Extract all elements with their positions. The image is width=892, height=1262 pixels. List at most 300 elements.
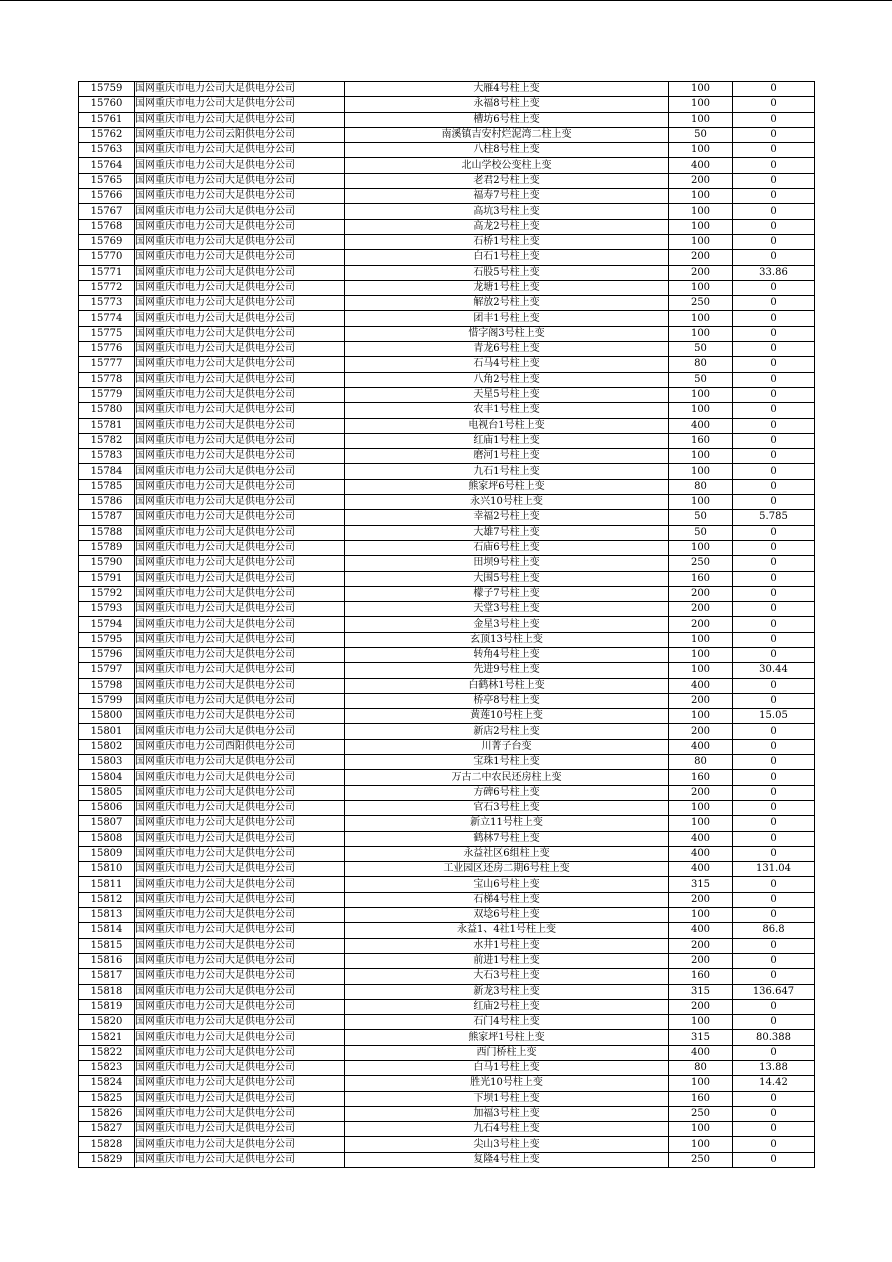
row-number-cell: 15826 [79,1106,135,1121]
table-row [79,586,815,601]
table-row [79,82,815,97]
row-number-cell: 15818 [79,984,135,999]
company-cell: 国网重庆市电力公司大足供电分公司 [135,357,345,372]
table-row [79,969,815,984]
capacity-cell: 200 [669,602,733,617]
capacity-cell: 315 [669,877,733,892]
transformer-name-cell: 团丰1号柱上变 [345,311,669,326]
value-cell: 0 [733,678,815,693]
row-number-cell: 15769 [79,234,135,249]
company-cell: 国网重庆市电力公司大足供电分公司 [135,755,345,770]
row-number-cell: 15775 [79,326,135,341]
row-number-cell: 15779 [79,387,135,402]
transformer-name-cell: 新龙3号柱上变 [345,984,669,999]
transformer-name-cell: 白马1号柱上变 [345,1061,669,1076]
row-number-cell: 15764 [79,158,135,173]
capacity-cell: 100 [669,280,733,295]
row-number-cell: 15796 [79,647,135,662]
company-cell: 国网重庆市电力公司大足供电分公司 [135,877,345,892]
row-number-cell: 15805 [79,785,135,800]
capacity-cell: 100 [669,326,733,341]
table-row [79,831,815,846]
row-number-cell: 15798 [79,678,135,693]
transformer-name-cell: 天堂3号柱上变 [345,602,669,617]
row-number-cell: 15799 [79,693,135,708]
row-number-cell: 15813 [79,908,135,923]
row-number-cell: 15807 [79,816,135,831]
capacity-cell: 50 [669,342,733,357]
table-row [79,449,815,464]
value-cell: 14.42 [733,1076,815,1091]
row-number-cell: 15811 [79,877,135,892]
row-number-cell: 15794 [79,617,135,632]
row-number-cell: 15783 [79,449,135,464]
table-row [79,1015,815,1030]
table-row [79,908,815,923]
table-row [79,800,815,815]
transformer-name-cell: 九石4号柱上变 [345,1122,669,1137]
value-cell: 0 [733,173,815,188]
capacity-cell: 100 [669,1137,733,1152]
transformer-name-cell: 石股5号柱上变 [345,265,669,280]
company-cell: 国网重庆市电力公司大足供电分公司 [135,495,345,510]
company-cell: 国网重庆市电力公司大足供电分公司 [135,250,345,265]
value-cell: 0 [733,418,815,433]
table-row [79,785,815,800]
transformer-name-cell: 红庙1号柱上变 [345,433,669,448]
company-cell: 国网重庆市电力公司大足供电分公司 [135,311,345,326]
company-cell: 国网重庆市电力公司云阳供电分公司 [135,127,345,142]
table-row [79,479,815,494]
table-row [79,464,815,479]
capacity-cell: 200 [669,586,733,601]
table-row [79,372,815,387]
capacity-cell: 100 [669,403,733,418]
row-number-cell: 15781 [79,418,135,433]
capacity-cell: 160 [669,969,733,984]
company-cell: 国网重庆市电力公司大足供电分公司 [135,1137,345,1152]
company-cell: 国网重庆市电力公司大足供电分公司 [135,372,345,387]
company-cell: 国网重庆市电力公司大足供电分公司 [135,173,345,188]
capacity-cell: 200 [669,250,733,265]
table-row [79,571,815,586]
company-cell: 国网重庆市电力公司大足供电分公司 [135,403,345,418]
company-cell: 国网重庆市电力公司大足供电分公司 [135,112,345,127]
table-row [79,1122,815,1137]
transformer-name-cell: 鹤林7号柱上变 [345,831,669,846]
company-cell: 国网重庆市电力公司大足供电分公司 [135,632,345,647]
transformer-name-cell: 方碑6号柱上变 [345,785,669,800]
table-row [79,173,815,188]
capacity-cell: 200 [669,617,733,632]
company-cell: 国网重庆市电力公司大足供电分公司 [135,479,345,494]
row-number-cell: 15785 [79,479,135,494]
table-row [79,495,815,510]
transformer-name-cell: 解放2号柱上变 [345,296,669,311]
company-cell: 国网重庆市电力公司大足供电分公司 [135,678,345,693]
transformer-name-cell: 玄顶13号柱上变 [345,632,669,647]
value-cell: 80.388 [733,1030,815,1045]
table-row [79,1045,815,1060]
value-cell: 0 [733,602,815,617]
table-row [79,219,815,234]
company-cell: 国网重庆市电力公司大足供电分公司 [135,969,345,984]
row-number-cell: 15815 [79,938,135,953]
capacity-cell: 400 [669,862,733,877]
table-row [79,1076,815,1091]
value-cell: 0 [733,785,815,800]
transformer-name-cell: 磨河1号柱上变 [345,449,669,464]
table-row [79,143,815,158]
capacity-cell: 100 [669,219,733,234]
row-number-cell: 15804 [79,770,135,785]
capacity-cell: 100 [669,234,733,249]
company-cell: 国网重庆市电力公司大足供电分公司 [135,617,345,632]
transformer-name-cell: 石马4号柱上变 [345,357,669,372]
transformer-name-cell: 红庙2号柱上变 [345,999,669,1014]
capacity-cell: 400 [669,158,733,173]
value-cell: 0 [733,556,815,571]
value-cell: 0 [733,219,815,234]
row-number-cell: 15828 [79,1137,135,1152]
row-number-cell: 15766 [79,189,135,204]
table-row [79,693,815,708]
row-number-cell: 15822 [79,1045,135,1060]
table-row [79,127,815,142]
capacity-cell: 200 [669,265,733,280]
company-cell: 国网重庆市电力公司大足供电分公司 [135,449,345,464]
table-row [79,1091,815,1106]
capacity-cell: 200 [669,999,733,1014]
row-number-cell: 15812 [79,892,135,907]
transformer-name-cell: 前进1号柱上变 [345,953,669,968]
table-row [79,892,815,907]
transformer-name-cell: 黄莲10号柱上变 [345,709,669,724]
value-cell: 0 [733,770,815,785]
row-number-cell: 15782 [79,433,135,448]
table-row [79,296,815,311]
table-row [79,510,815,525]
table-row [79,342,815,357]
capacity-cell: 100 [669,112,733,127]
capacity-cell: 100 [669,82,733,97]
company-cell: 国网重庆市电力公司大足供电分公司 [135,464,345,479]
transformer-name-cell: 天星5号柱上变 [345,387,669,402]
capacity-cell: 80 [669,755,733,770]
transformer-name-cell: 先进9号柱上变 [345,663,669,678]
transformer-name-cell: 高坑3号柱上变 [345,204,669,219]
value-cell: 0 [733,908,815,923]
row-number-cell: 15774 [79,311,135,326]
table-row [79,602,815,617]
value-cell: 0 [733,1122,815,1137]
company-cell: 国网重庆市电力公司大足供电分公司 [135,602,345,617]
value-cell: 0 [733,586,815,601]
capacity-cell: 250 [669,1106,733,1121]
transformer-name-cell: 万古二中农民还房柱上变 [345,770,669,785]
table-row [79,647,815,662]
company-cell: 国网重庆市电力公司大足供电分公司 [135,1030,345,1045]
value-cell: 0 [733,1045,815,1060]
capacity-cell: 400 [669,831,733,846]
row-number-cell: 15789 [79,540,135,555]
transformer-name-cell: 永益社区6组柱上变 [345,846,669,861]
row-number-cell: 15816 [79,953,135,968]
company-cell: 国网重庆市电力公司大足供电分公司 [135,510,345,525]
row-number-cell: 15825 [79,1091,135,1106]
value-cell: 0 [733,464,815,479]
capacity-cell: 200 [669,693,733,708]
row-number-cell: 15762 [79,127,135,142]
capacity-cell: 250 [669,556,733,571]
company-cell: 国网重庆市电力公司大足供电分公司 [135,831,345,846]
value-cell: 30.44 [733,663,815,678]
transformer-name-cell: 电视台1号柱上变 [345,418,669,433]
value-cell: 0 [733,571,815,586]
company-cell: 国网重庆市电力公司大足供电分公司 [135,1106,345,1121]
table-row [79,403,815,418]
value-cell: 0 [733,540,815,555]
value-cell: 0 [733,1152,815,1167]
company-cell: 国网重庆市电力公司大足供电分公司 [135,923,345,938]
transformer-table [78,81,815,1168]
table-row [79,938,815,953]
transformer-name-cell: 九石1号柱上变 [345,464,669,479]
capacity-cell: 100 [669,709,733,724]
transformer-name-cell: 尖山3号柱上变 [345,1137,669,1152]
row-number-cell: 15790 [79,556,135,571]
table-row [79,953,815,968]
transformer-name-cell: 双埝6号柱上变 [345,908,669,923]
table-row [79,387,815,402]
value-cell: 0 [733,296,815,311]
value-cell: 0 [733,755,815,770]
value-cell: 0 [733,143,815,158]
row-number-cell: 15803 [79,755,135,770]
row-number-cell: 15819 [79,999,135,1014]
transformer-name-cell: 大雄7号柱上变 [345,525,669,540]
capacity-cell: 100 [669,311,733,326]
capacity-cell: 100 [669,1076,733,1091]
row-number-cell: 15806 [79,800,135,815]
row-number-cell: 15810 [79,862,135,877]
transformer-name-cell: 大雁4号柱上变 [345,82,669,97]
table-row [79,617,815,632]
capacity-cell: 200 [669,724,733,739]
value-cell: 0 [733,387,815,402]
table-row [79,280,815,295]
table-row [79,357,815,372]
capacity-cell: 315 [669,984,733,999]
row-number-cell: 15773 [79,296,135,311]
transformer-name-cell: 福寿7号柱上变 [345,189,669,204]
transformer-name-cell: 惜字阁3号柱上变 [345,326,669,341]
transformer-name-cell: 大围5号柱上变 [345,571,669,586]
capacity-cell: 80 [669,1061,733,1076]
value-cell: 0 [733,953,815,968]
capacity-cell: 100 [669,800,733,815]
table-row [79,234,815,249]
table-row [79,540,815,555]
row-number-cell: 15820 [79,1015,135,1030]
row-number-cell: 15829 [79,1152,135,1167]
row-number-cell: 15791 [79,571,135,586]
value-cell: 0 [733,433,815,448]
value-cell: 0 [733,97,815,112]
capacity-cell: 80 [669,357,733,372]
capacity-cell: 200 [669,953,733,968]
capacity-cell: 100 [669,204,733,219]
capacity-cell: 100 [669,189,733,204]
transformer-name-cell: 桥亭8号柱上变 [345,693,669,708]
transformer-name-cell: 官石3号柱上变 [345,800,669,815]
value-cell: 0 [733,82,815,97]
value-cell: 0 [733,816,815,831]
transformer-name-cell: 永兴10号柱上变 [345,495,669,510]
transformer-name-cell: 老君2号柱上变 [345,173,669,188]
value-cell: 0 [733,127,815,142]
value-cell: 0 [733,647,815,662]
transformer-name-cell: 八柱8号柱上变 [345,143,669,158]
transformer-name-cell: 石庙6号柱上变 [345,540,669,555]
capacity-cell: 50 [669,127,733,142]
company-cell: 国网重庆市电力公司大足供电分公司 [135,892,345,907]
table-row [79,739,815,754]
table-body [79,82,815,1168]
value-cell: 0 [733,724,815,739]
row-number-cell: 15778 [79,372,135,387]
company-cell: 国网重庆市电力公司大足供电分公司 [135,938,345,953]
company-cell: 国网重庆市电力公司大足供电分公司 [135,234,345,249]
company-cell: 国网重庆市电力公司大足供电分公司 [135,556,345,571]
table-row [79,709,815,724]
transformer-name-cell: 加福3号柱上变 [345,1106,669,1121]
table-row [79,158,815,173]
transformer-name-cell: 南溪镇吉安村烂泥湾二柱上变 [345,127,669,142]
row-number-cell: 15767 [79,204,135,219]
capacity-cell: 160 [669,571,733,586]
value-cell: 0 [733,280,815,295]
company-cell: 国网重庆市电力公司大足供电分公司 [135,586,345,601]
company-cell: 国网重庆市电力公司大足供电分公司 [135,387,345,402]
value-cell: 0 [733,617,815,632]
value-cell: 0 [733,234,815,249]
value-cell: 0 [733,342,815,357]
capacity-cell: 100 [669,143,733,158]
row-number-cell: 15770 [79,250,135,265]
capacity-cell: 100 [669,495,733,510]
value-cell: 33.86 [733,265,815,280]
capacity-cell: 100 [669,449,733,464]
transformer-name-cell: 胜光10号柱上变 [345,1076,669,1091]
value-cell: 0 [733,357,815,372]
transformer-name-cell: 白石1号柱上变 [345,250,669,265]
row-number-cell: 15801 [79,724,135,739]
value-cell: 0 [733,403,815,418]
company-cell: 国网重庆市电力公司大足供电分公司 [135,647,345,662]
capacity-cell: 100 [669,816,733,831]
transformer-name-cell: 幸福2号柱上变 [345,510,669,525]
company-cell: 国网重庆市电力公司大足供电分公司 [135,724,345,739]
value-cell: 0 [733,479,815,494]
table-row [79,1061,815,1076]
capacity-cell: 400 [669,1045,733,1060]
value-cell: 0 [733,969,815,984]
row-number-cell: 15793 [79,602,135,617]
capacity-cell: 100 [669,908,733,923]
row-number-cell: 15777 [79,357,135,372]
capacity-cell: 200 [669,892,733,907]
capacity-cell: 100 [669,1122,733,1137]
table-row [79,556,815,571]
table-row [79,663,815,678]
transformer-name-cell: 农丰1号柱上变 [345,403,669,418]
company-cell: 国网重庆市电力公司大足供电分公司 [135,418,345,433]
company-cell: 国网重庆市电力公司大足供电分公司 [135,97,345,112]
table-row [79,97,815,112]
table-row [79,204,815,219]
row-number-cell: 15823 [79,1061,135,1076]
value-cell: 131.04 [733,862,815,877]
capacity-cell: 100 [669,540,733,555]
row-number-cell: 15821 [79,1030,135,1045]
company-cell: 国网重庆市电力公司大足供电分公司 [135,540,345,555]
transformer-name-cell: 宝珠1号柱上变 [345,755,669,770]
company-cell: 国网重庆市电力公司大足供电分公司 [135,1152,345,1167]
table-row [79,189,815,204]
value-cell: 0 [733,999,815,1014]
transformer-name-cell: 石桥1号柱上变 [345,234,669,249]
row-number-cell: 15771 [79,265,135,280]
capacity-cell: 100 [669,632,733,647]
value-cell: 0 [733,189,815,204]
transformer-name-cell: 青龙6号柱上变 [345,342,669,357]
row-number-cell: 15800 [79,709,135,724]
table-row [79,877,815,892]
capacity-cell: 200 [669,938,733,953]
capacity-cell: 80 [669,479,733,494]
company-cell: 国网重庆市电力公司大足供电分公司 [135,862,345,877]
company-cell: 国网重庆市电力公司大足供电分公司 [135,785,345,800]
transformer-name-cell: 永益1、4社1号柱上变 [345,923,669,938]
page-top-rule [0,0,892,1]
transformer-name-cell: 北山学校公变柱上变 [345,158,669,173]
transformer-name-cell: 石梯4号柱上变 [345,892,669,907]
transformer-name-cell: 宝山6号柱上变 [345,877,669,892]
transformer-name-cell: 水井1号柱上变 [345,938,669,953]
capacity-cell: 400 [669,923,733,938]
row-number-cell: 15795 [79,632,135,647]
table-row [79,525,815,540]
table-row [79,632,815,647]
capacity-cell: 50 [669,510,733,525]
transformer-name-cell: 檬子7号柱上变 [345,586,669,601]
transformer-name-cell: 高龙2号柱上变 [345,219,669,234]
transformer-name-cell: 龙塘1号柱上变 [345,280,669,295]
value-cell: 0 [733,1091,815,1106]
company-cell: 国网重庆市电力公司大足供电分公司 [135,204,345,219]
table-row [79,678,815,693]
table-row [79,999,815,1014]
company-cell: 国网重庆市电力公司大足供电分公司 [135,433,345,448]
value-cell: 0 [733,372,815,387]
transformer-name-cell: 西门桥柱上变 [345,1045,669,1060]
transformer-name-cell: 新店2号柱上变 [345,724,669,739]
value-cell: 15.05 [733,709,815,724]
row-number-cell: 15802 [79,739,135,754]
value-cell: 0 [733,495,815,510]
capacity-cell: 400 [669,739,733,754]
